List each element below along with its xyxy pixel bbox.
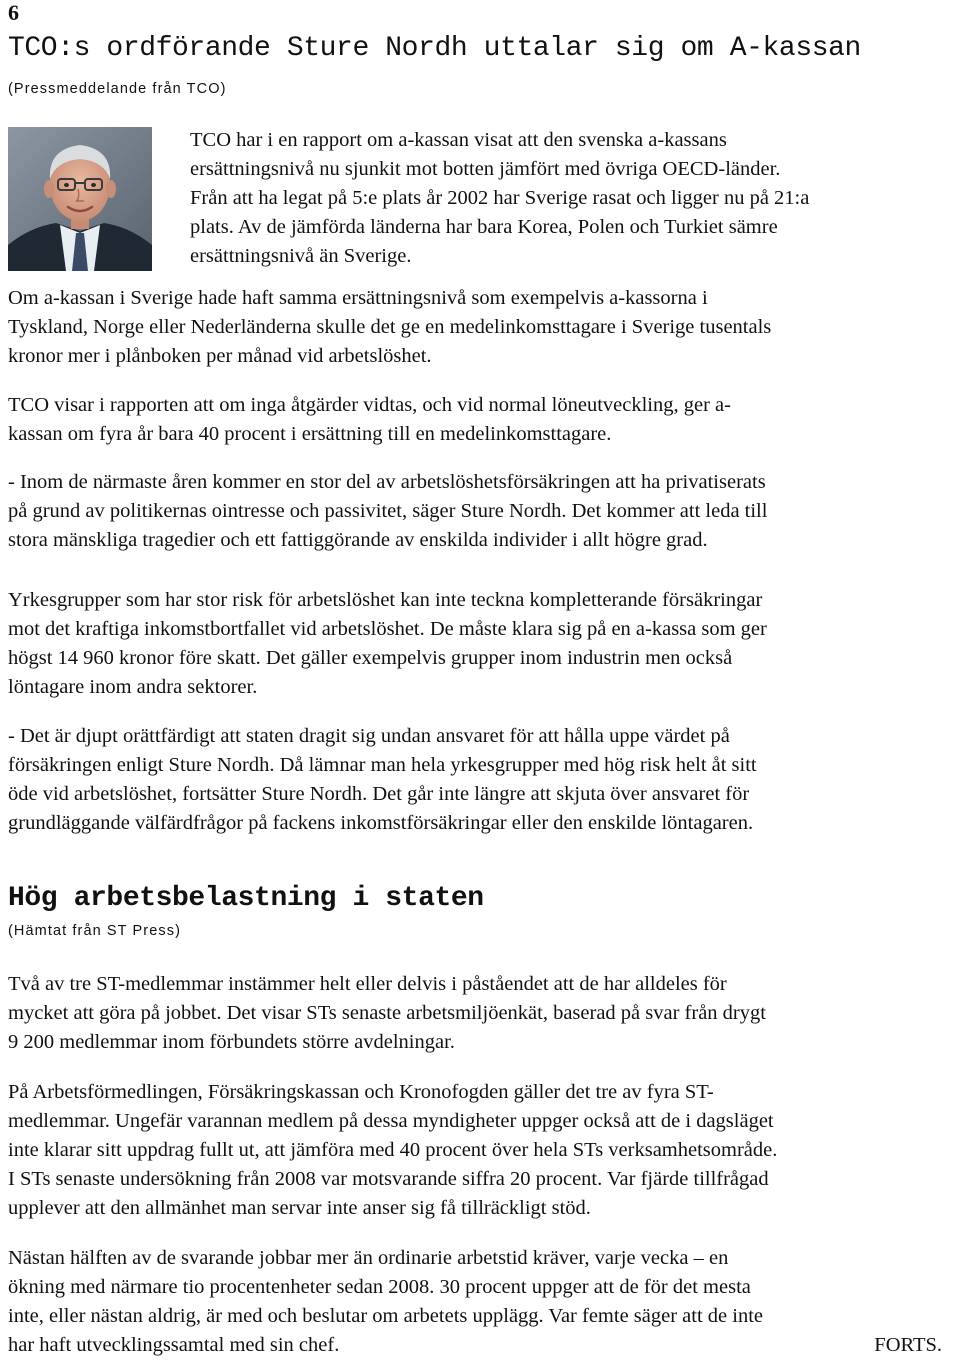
portrait-photo: [8, 127, 152, 271]
body-paragraph: [8, 284, 960, 371]
text-line: ersättningsnivå nu sjunkit mot botten jämfört med övriga OECD-länder.: [190, 158, 781, 180]
text-line: Tyskland, Norge eller Nederländerna skulle det ge en medelinkomsttagare i Sverige tusentals: [8, 316, 772, 338]
text-line: försäkringen enligt Sture Nordh. Då lämnar man hela yrkesgrupper med hög risk helt åt sitt: [8, 754, 757, 776]
text-line: öde vid arbetslöshet, fortsätter Sture Nordh. Det går inte längre att skjuta över ansvaret för: [8, 783, 750, 805]
text-line: - Det är djupt orättfärdigt att staten dragit sig undan ansvaret för att hålla uppe värdet på: [8, 725, 730, 747]
page-number: 6: [8, 0, 19, 25]
text-line: 9 200 medlemmar inom förbundets större avdelningar.: [8, 1031, 455, 1053]
text-line: I STs senaste undersökning från 2008 var motsvarande siffra 20 procent. Var fjärde tillfrågad: [8, 1168, 769, 1190]
continued-label: FORTS.: [874, 1334, 942, 1356]
text-line: upplever att den allmänhet man servar inte anser sig få tillräckligt stöd.: [8, 1197, 591, 1219]
text-line: kassan om fyra år bara 40 procent i ersättning till en medelinkomsttagare.: [8, 423, 612, 445]
text-line: mycket att göra på jobbet. Det visar STs senaste arbetsmiljöenkät, baserad på svar från drygt: [8, 1002, 766, 1024]
text-line: medlemmar. Ungefär varannan medlem på dessa myndigheter uppger också att de i dagsläget: [8, 1110, 774, 1132]
text-line: TCO har i en rapport om a-kassan visat att den svenska a-kassans: [190, 129, 727, 151]
text-line: löntagare inom andra sektorer.: [8, 676, 258, 698]
text-line: stora mänskliga tragedier och ett fattiggörande av enskilda individer i allt högre grad.: [8, 529, 708, 551]
text-line: inte, eller nästan aldrig, är med och beslutar om arbetets upplägg. Var femte säger att de inte: [8, 1305, 763, 1327]
body-paragraph: [8, 468, 960, 555]
article2-source: (Hämtat från ST Press): [8, 923, 181, 939]
text-line: mot det kraftiga inkomstbortfallet vid arbetslöshet. De måste klara sig på en a-kassa som ger: [8, 618, 767, 640]
body-paragraph: [8, 970, 960, 1057]
text-line: Två av tre ST-medlemmar instämmer helt eller delvis i påståendet att de har alldeles för: [8, 973, 727, 995]
body-paragraph: [8, 1078, 960, 1223]
text-line: Nästan hälften av de svarande jobbar mer än ordinarie arbetstid kräver, varje vecka – en: [8, 1247, 729, 1269]
text-line: grundläggande välfärdfrågor på fackens inkomstförsäkringar eller den enskilde löntagaren.: [8, 812, 754, 834]
article1-source: (Pressmeddelande från TCO): [8, 81, 227, 97]
text-line: [8, 1331, 960, 1360]
text-line: högst 14 960 kronor före skatt. Det gäller exempelvis grupper inom industrin men också: [8, 647, 733, 669]
body-paragraph: [8, 391, 960, 449]
text-line: plats. Av de jämförda länderna har bara Korea, Polen och Turkiet sämre: [190, 216, 778, 238]
body-paragraph: [8, 1244, 960, 1360]
body-paragraph: [8, 586, 960, 702]
article2-title: Hög arbetsbelastning i staten: [8, 883, 484, 914]
body-paragraph: [8, 722, 960, 838]
text-line: ökning med närmare tio procentenheter sedan 2008. 30 procent uppger att de för det mesta: [8, 1276, 751, 1298]
text-line: Yrkesgrupper som har stor risk för arbetslöshet kan inte teckna kompletterande försäkringar: [8, 589, 763, 611]
text-line: Om a-kassan i Sverige hade haft samma ersättningsnivå som exempelvis a-kassorna i: [8, 287, 708, 309]
text-line: inte klarar sitt uppdrag fullt ut, att jämföra med 40 procent över hela STs verksamhetsområde.: [8, 1139, 778, 1161]
intro-paragraph: [190, 126, 960, 271]
article1-title: TCO:s ordförande Sture Nordh uttalar sig om A-kassan: [8, 33, 861, 64]
text-line: på grund av politikernas ointresse och passivitet, säger Sture Nordh. Det kommer att leda till: [8, 500, 768, 522]
text-line: TCO visar i rapporten att om inga åtgärder vidtas, och vid normal löneutveckling, ger a-: [8, 394, 731, 416]
text-line: ersättningsnivå än Sverige.: [190, 245, 412, 267]
text-line: kronor mer i plånboken per månad vid arbetslöshet.: [8, 345, 432, 367]
text-line: På Arbetsförmedlingen, Försäkringskassan och Kronofogden gäller det tre av fyra ST-: [8, 1081, 714, 1103]
text-line: - Inom de närmaste åren kommer en stor del av arbetslöshetsförsäkringen att ha privatiserats: [8, 471, 766, 493]
text-line-content: har haft utvecklingssamtal med sin chef.: [8, 1334, 340, 1356]
text-line: Från att ha legat på 5:e plats år 2002 har Sverige rasat och ligger nu på 21:a: [190, 187, 810, 209]
